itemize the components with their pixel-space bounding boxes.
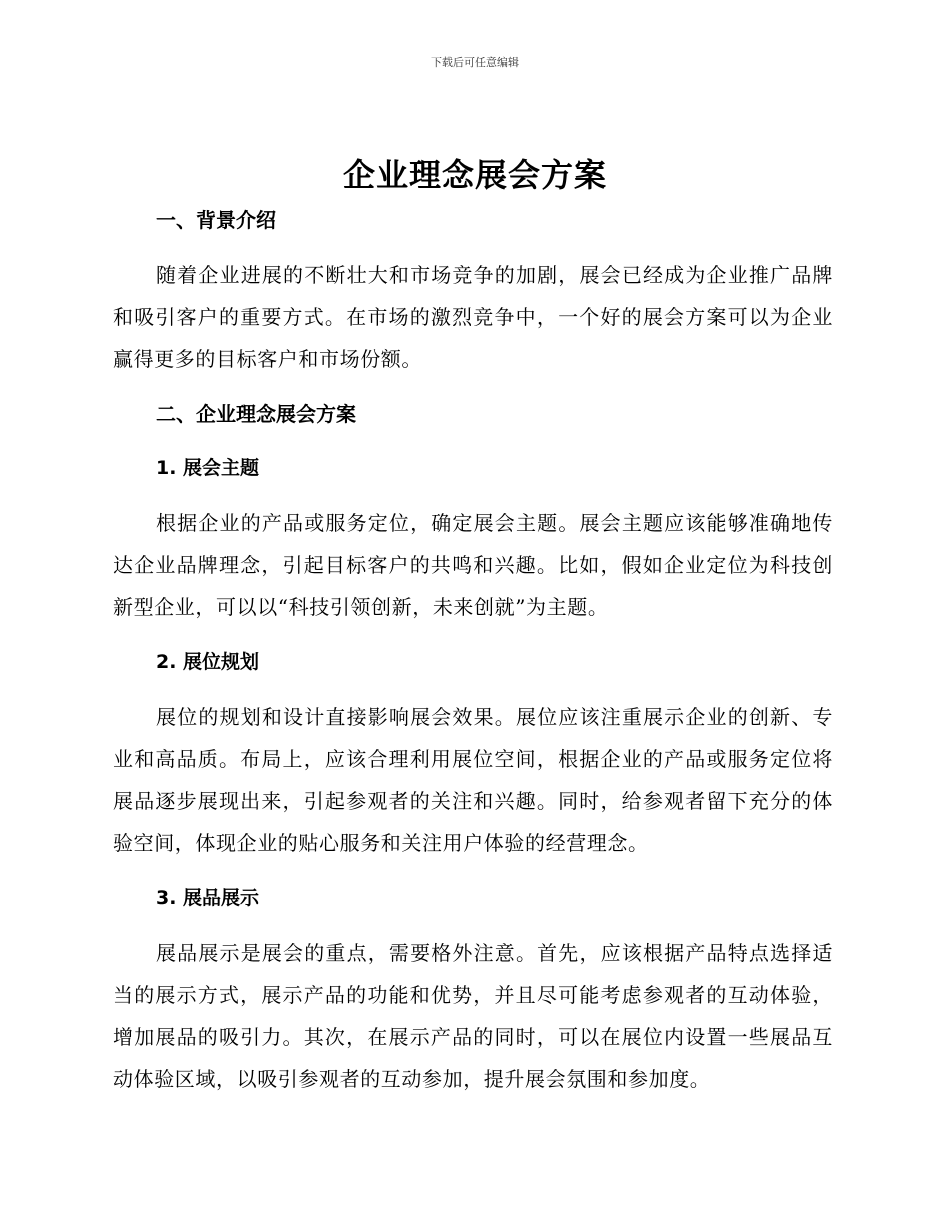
subsection-heading-theme: 1. 展会主题 (156, 457, 260, 479)
header-note: 下载后可任意编辑 (431, 56, 519, 69)
document-title: 企业理念展会方案 (342, 156, 607, 194)
paragraph-theme: 根据企业的产品或服务定位，确定展会主题。展会主题应该能够准确地传达企业品牌理念，引起目标客户的共鸣和兴趣。比如，假如企业定位为科技创新型企业，可以以“科技引领创新，未来创就”为主题。 (113, 511, 833, 619)
paragraph-exhibits: 展品展示是展会的重点，需要格外注意。首先，应该根据产品特点选择适当的展示方式，展示产品的功能和优势，并且尽可能考虑参观者的互动体验，增加展品的吸引力。其次，在展示产品的同时，可以在展位内设置一些展品互动体验区域，以吸引参观者的互动参加，提升展会氛围和参加度。 (113, 941, 833, 1091)
document-body (113, 200, 833, 1100)
paragraph-background: 随着企业进展的不断壮大和市场竞争的加剧，展会已经成为企业推广品牌和吸引客户的重要方式。在市场的激烈竞争中，一个好的展会方案可以为企业赢得更多的目标客户和市场份额。 (113, 263, 833, 371)
section-heading-plan: 二、企业理念展会方案 (156, 402, 356, 426)
subsection-heading-exhibits: 3. 展品展示 (156, 887, 260, 909)
section-heading-background: 一、背景介绍 (156, 208, 276, 232)
subsection-heading-booth: 2. 展位规划 (156, 651, 260, 673)
paragraph-booth: 展位的规划和设计直接影响展会效果。展位应该注重展示企业的创新、专业和高品质。布局上，应该合理利用展位空间，根据企业的产品或服务定位将展品逐步展现出来，引起参观者的关注和兴趣。同时，给参观者留下充分的体验空间，体现企业的贴心服务和关注用户体验的经营理念。 (113, 705, 833, 855)
